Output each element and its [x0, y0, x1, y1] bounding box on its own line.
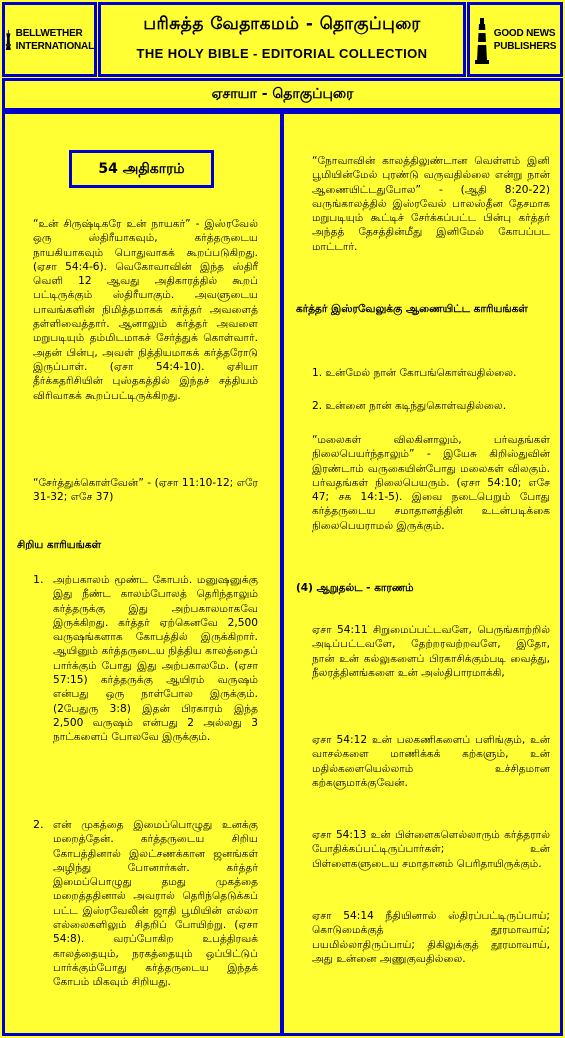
- right-logo-line2: PUBLISHERS: [493, 40, 557, 52]
- bellwether-icon: [5, 16, 12, 64]
- section-subtitle: ஏசாயா - தொகுப்புரை: [211, 86, 354, 102]
- left-logo-line2: INTERNATIONAL: [15, 40, 94, 52]
- item-2-number: 2.: [33, 818, 44, 831]
- verse-54-11: ஏசா 54:11 சிறுமைப்பட்டவளே, பெருங்காற்றில் அடிப்பட்டவளே, தேற்றரவற்றவளே, இதோ, நான் உன் கல்லுகளைப் பிரகாசிக்கும்படி வைத்து, நீலரத்தினங்களை உன் அஸ்திபாரமாக்கி,: [312, 624, 550, 679]
- page-title-english: THE HOLY BIBLE - EDITORIAL COLLECTION: [136, 46, 428, 61]
- verse-54-14: ஏசா 54:14 நீதியினால் ஸ்திரப்பட்டிருப்பாய்; கொடுமைக்குத் தூரமாவாய்; பயமில்லாதிருப்பாய்; திகிலுக்குத் தூரமாவாய், அது உன்னை அணுகுவதில்லை.: [312, 910, 550, 965]
- good-news-logo: [467, 2, 563, 77]
- page-title-tamil: பரிசுத்த வேதாகமம் - தொகுப்புரை: [143, 14, 421, 34]
- left-column: [2, 111, 283, 1036]
- verse-54-13: ஏசா 54:13 உன் பிள்ளைகளெல்லாரும் கர்த்தரால் போதிக்கப்பட்டிருப்பார்கள்; உன் பிள்ளைகளுடைய சமாதானம் பெரிதாயிருக்கும்.: [312, 829, 550, 870]
- noah-quote: “நோவாவின் காலத்திலுண்டான வெள்ளம் இனி பூமியின்மேல் புரண்டு வருவதில்லை என்று நான் ஆணையிட்டதுபோல” - (ஆதி 8:20-22) வருங்காலத்தில் இஸ்ரவேல் பாலஸ்தீன தேசமாக மறுபடியும் கூட்டிச் சேர்க்கப்பட்ட பின்பு கர்த்தர் அந்தத் தேசத்தின்மீது இனிமேல் கோபப்பட மாட்டார்.: [312, 155, 550, 253]
- intro-paragraph: “உன் சிருஷ்டிகரே உன் நாயகர்” - இஸ்ரவேல் ஒரு ஸ்திரீயாகவும், கர்த்தருடைய நாயகியாகவும் பொதுவாகக் கூறப்படுகிறது. (ஏசா 54:4-6). வெகோவாவின் இந்த ஸ்திரீ வெளி 12 ஆவது அதிகாரத்தில் கூறப் பட்டிருக்கும் ஸ்திரீயாகும். அவளுடைய பாவங்களின் நிமித்தமாகக் கர்த்தர் அவளைத் தள்ளிவைத்தார். ஆனாலும் கர்த்தர் அவளை மறுபடியும் தம்மிடமாகச் சேர்த்துக் கொள்வார். அதன் பின்பு, அவள் நித்தியமாகக் கர்த்தரோடு இருப்பாள். (ஏசா 54:4-10). ஏசியா தீர்க்கதரிசியின் புஸ்தகத்தில் இந்தச் சத்தியம் விரிவாகக் கூறப்பட்டிருக்கிறது.: [33, 218, 258, 402]
- left-logo-line1: BELLWETHER: [15, 27, 83, 39]
- small-matters-heading: சிறிய காரியங்கள்: [17, 539, 102, 551]
- verse-54-12: ஏசா 54:12 உன் பலகணிகளைப் பளிங்கும், உன் வாசல்களை மாணிக்கக் கற்களும், உன் மதில்களையெல்லாம் உச்சிதமான கற்களுமாக்குவேன்.: [312, 734, 550, 789]
- right-logo-line1: GOOD NEWS: [493, 27, 556, 39]
- mountains-paragraph: “மலைகள் விலகினாலும், பர்வதங்கள் நிலைபெயர்ந்தாலும்” - இயேசு கிறிஸ்துவின் இரண்டாம் வருகையின்போது மலைகள் விலகும். பர்வதங்கள் நிலைபெயரும். (ஏசா 54:10; எசே 47; சக 14:1-5). இவை நடைபெறும் போது கர்த்தருடைய சமாதானத்தின் உடன்படிக்கை நிலைபெயராமல் இருக்கும்.: [312, 434, 550, 532]
- bellwether-logo: [2, 2, 97, 77]
- subtitle-box: [2, 78, 563, 111]
- oath-heading: கர்த்தர் இஸ்ரவேலுக்கு ஆணையிட்ட காரியங்கள்: [296, 303, 528, 315]
- lighthouse-icon: [474, 16, 490, 64]
- item-1-number: 1.: [33, 573, 44, 586]
- oath-item-2: 2. உன்னை நான் கடிந்துகொள்வதில்லை.: [312, 400, 507, 412]
- comfort-heading: (4) ஆறுதல்ட - காரணம்: [296, 582, 414, 594]
- right-column: [281, 111, 563, 1036]
- oath-item-1: 1. உன்மேல் நான் கோபங்கொள்வதில்லை.: [312, 367, 517, 379]
- item-2-text: என் முகத்தை இமைப்பொழுது உனக்கு மறைத்தேன். கர்த்தருடைய சிறிய கோபத்தினால் இலட்சணக்கான ஜனங்கள் அழிந்து போனார்கள். கர்த்தர் இமைப்பொழுது தமது முகத்தை மறைத்ததினால் அவரால் தெரிந்தெடுக்கப் பட்ட இஸ்ரவேலின் ஜாதி பூமியின் எல்லா எல்லைகளிலும் சிதறிப் போயிற்று. (ஏசா 54:8). வரப்போகிற உபத்திரவக் காலத்தையும், நரகத்தையும் ஒப்பிட்டுப் பார்க்கும்போது கர்த்தருடைய இந்தக் கோபம் மிகவும் சிறியது.: [53, 819, 258, 989]
- item-1-text: அற்பகாலம் மூண்ட கோபம். மனுஷனுக்கு இது நீண்ட காலம்போலத் தெரிந்தாலும் கர்த்தருக்கு இது அற்பகாலமாகவே இருக்கிறது. கர்த்தர் ஏற்கெனவே 2,500 வருஷங்களாக கோபத்தில் இருக்கிறார். ஆயினும் கர்த்தருடைய நித்திய காலத்தைப் பார்க்கும் போது இது அற்பகாலமே. (ஏசா 57:15) கர்த்தருக்கு ஆயிரம் வருஷம் என்பது ஒரு நாள்போல இருக்கும். (2பேதுரு 3:8) இதன் பிரகாரம் இந்த 2,500 வருஷம் என்பது 2 அல்லது 3 நாட்களைப் போலவே இருக்கும்.: [53, 574, 258, 744]
- title-box: [98, 2, 466, 77]
- gather-quote: “சேர்த்துக்கொள்வேன்” - (ஏசா 11:10-12; எரே 31-32; எசே 37): [33, 477, 258, 504]
- chapter-heading: 54 அதிகாரம்: [69, 150, 214, 188]
